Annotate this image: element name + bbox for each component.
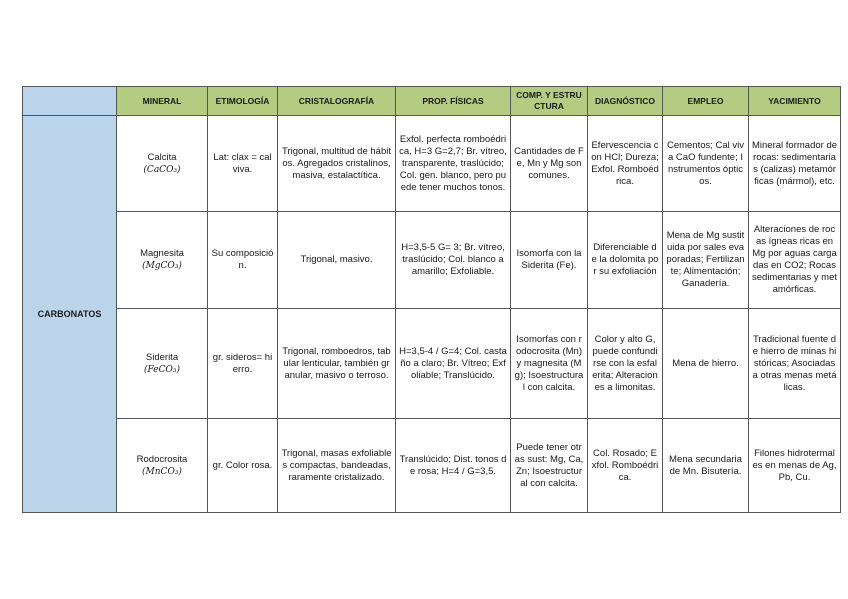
cell-comp-estructura: Puede tener otras sust: Mg, Ca, Zn; Isoestructural con calcita. bbox=[511, 419, 588, 513]
cell-empleo: Mena de hierro. bbox=[663, 309, 749, 419]
cell-yacimiento: Tradicional fuente de hierro de minas históricas; Asociadas a otras menas metálicas. bbox=[749, 309, 841, 419]
mineral-formula: (CaCO₃) bbox=[143, 164, 181, 175]
mineral-name: Magnesita bbox=[140, 248, 184, 259]
cell-cristalografia: Trigonal, masivo. bbox=[278, 212, 396, 309]
cell-comp-estructura: Isomorfa con la Siderita (Fe). bbox=[511, 212, 588, 309]
cell-etimologia: Lat: clax = cal viva. bbox=[208, 116, 278, 212]
mineral-name: Siderita bbox=[145, 351, 179, 363]
cell-diagnostico: Efervescencia con HCl; Dureza; Exfol. Romboédrica. bbox=[588, 116, 663, 212]
header-cristalografia: CRISTALOGRAFÍA bbox=[278, 87, 396, 116]
header-prop-fisicas: PROP. FÍSICAS bbox=[396, 87, 511, 116]
mineral-name: Rodocrosita bbox=[136, 453, 188, 465]
minerals-table bbox=[22, 86, 841, 513]
mineral-formula: (MgCO₃) bbox=[142, 261, 182, 271]
cell-prop-fisicas: H=3,5-4 / G=4; Col. castaño a claro; Br. Vítreo; Exfoliable; Translúcido. bbox=[396, 309, 511, 419]
cell-cristalografia: Trigonal, romboedros, tabular lenticular, también granular, masivo o terroso. bbox=[278, 309, 396, 419]
mineral-formula: (MnCO₃) bbox=[142, 466, 182, 477]
table-row bbox=[23, 309, 841, 419]
cell-diagnostico: Color y alto G, puede confundirse con la esfalerita; Alteraciones a limonitas. bbox=[588, 309, 663, 419]
cell-diagnostico: Diferenciable de la dolomita por su exfoliación bbox=[588, 212, 663, 309]
mineral-formula: (FeCO₃) bbox=[144, 364, 180, 375]
cell-mineral bbox=[117, 116, 208, 212]
cell-mineral bbox=[117, 419, 208, 513]
cell-prop-fisicas: H=3,5-5 G= 3; Br. vítreo, traslúcido; Col. blanco a amarillo; Exfoliable. bbox=[396, 212, 511, 309]
cell-diagnostico: Col. Rosado; Exfol. Romboédrica. bbox=[588, 419, 663, 513]
table-row bbox=[23, 419, 841, 513]
cell-yacimiento: Filones hidrotermales en menas de Ag, Pb, Cu. bbox=[749, 419, 841, 513]
cell-empleo: Mena secundaria de Mn. Bisutería. bbox=[663, 419, 749, 513]
group-label: CARBONATOS bbox=[23, 116, 117, 513]
cell-yacimiento: Alteraciones de rocas ígneas ricas en Mg por aguas cargadas en CO2; Rocas sedimentarias y metamórficas. bbox=[749, 212, 841, 309]
header-row bbox=[23, 87, 841, 116]
cell-mineral bbox=[117, 212, 208, 309]
cell-prop-fisicas: Translúcido; Dist. tonos de rosa; H=4 / G=3,5. bbox=[396, 419, 511, 513]
cell-etimologia: Su composición. bbox=[208, 212, 278, 309]
header-etimologia: ETIMOLOGÍA bbox=[208, 87, 278, 116]
header-diagnostico: DIAGNÓSTICO bbox=[588, 87, 663, 116]
header-comp-estructura: COMP. Y ESTRUCTURA bbox=[511, 87, 588, 116]
table-row bbox=[23, 116, 841, 212]
cell-empleo: Mena de Mg sustituida por sales evaporadas; Fertilizante; Alimentación; Ganadería. bbox=[663, 212, 749, 309]
cell-comp-estructura: Isomorfas con rodocrosita (Mn) y magnesita (Mg); Isoestructural con calcita. bbox=[511, 309, 588, 419]
cell-mineral bbox=[117, 309, 208, 419]
header-yacimiento: YACIMIENTO bbox=[749, 87, 841, 116]
group-header-cell bbox=[23, 87, 117, 116]
cell-etimologia: gr. sideros= hierro. bbox=[208, 309, 278, 419]
cell-prop-fisicas: Exfol. perfecta romboédrica, H=3 G=2,7; Br. vítreo, transparente, traslúcido; Col. gen. blanco, pero puede tener muchos tonos. bbox=[396, 116, 511, 212]
cell-empleo: Cementos; Cal viva CaO fundente; Instrumentos ópticos. bbox=[663, 116, 749, 212]
cell-cristalografia: Trigonal, masas exfoliables compactas, bandeadas, raramente cristalizado. bbox=[278, 419, 396, 513]
cell-comp-estructura: Cantidades de Fe, Mn y Mg son comunes. bbox=[511, 116, 588, 212]
mineral-name: Calcita bbox=[147, 151, 177, 163]
cell-cristalografia: Trigonal, multitud de hábitos. Agregados cristalinos, masiva, estalactítica. bbox=[278, 116, 396, 212]
header-empleo: EMPLEO bbox=[663, 87, 749, 116]
cell-etimologia: gr. Color rosa. bbox=[208, 419, 278, 513]
cell-yacimiento: Mineral formador de rocas: sedimentarias (calizas) metamórficas (mármol), etc. bbox=[749, 116, 841, 212]
header-mineral: MINERAL bbox=[117, 87, 208, 116]
table-row bbox=[23, 212, 841, 309]
